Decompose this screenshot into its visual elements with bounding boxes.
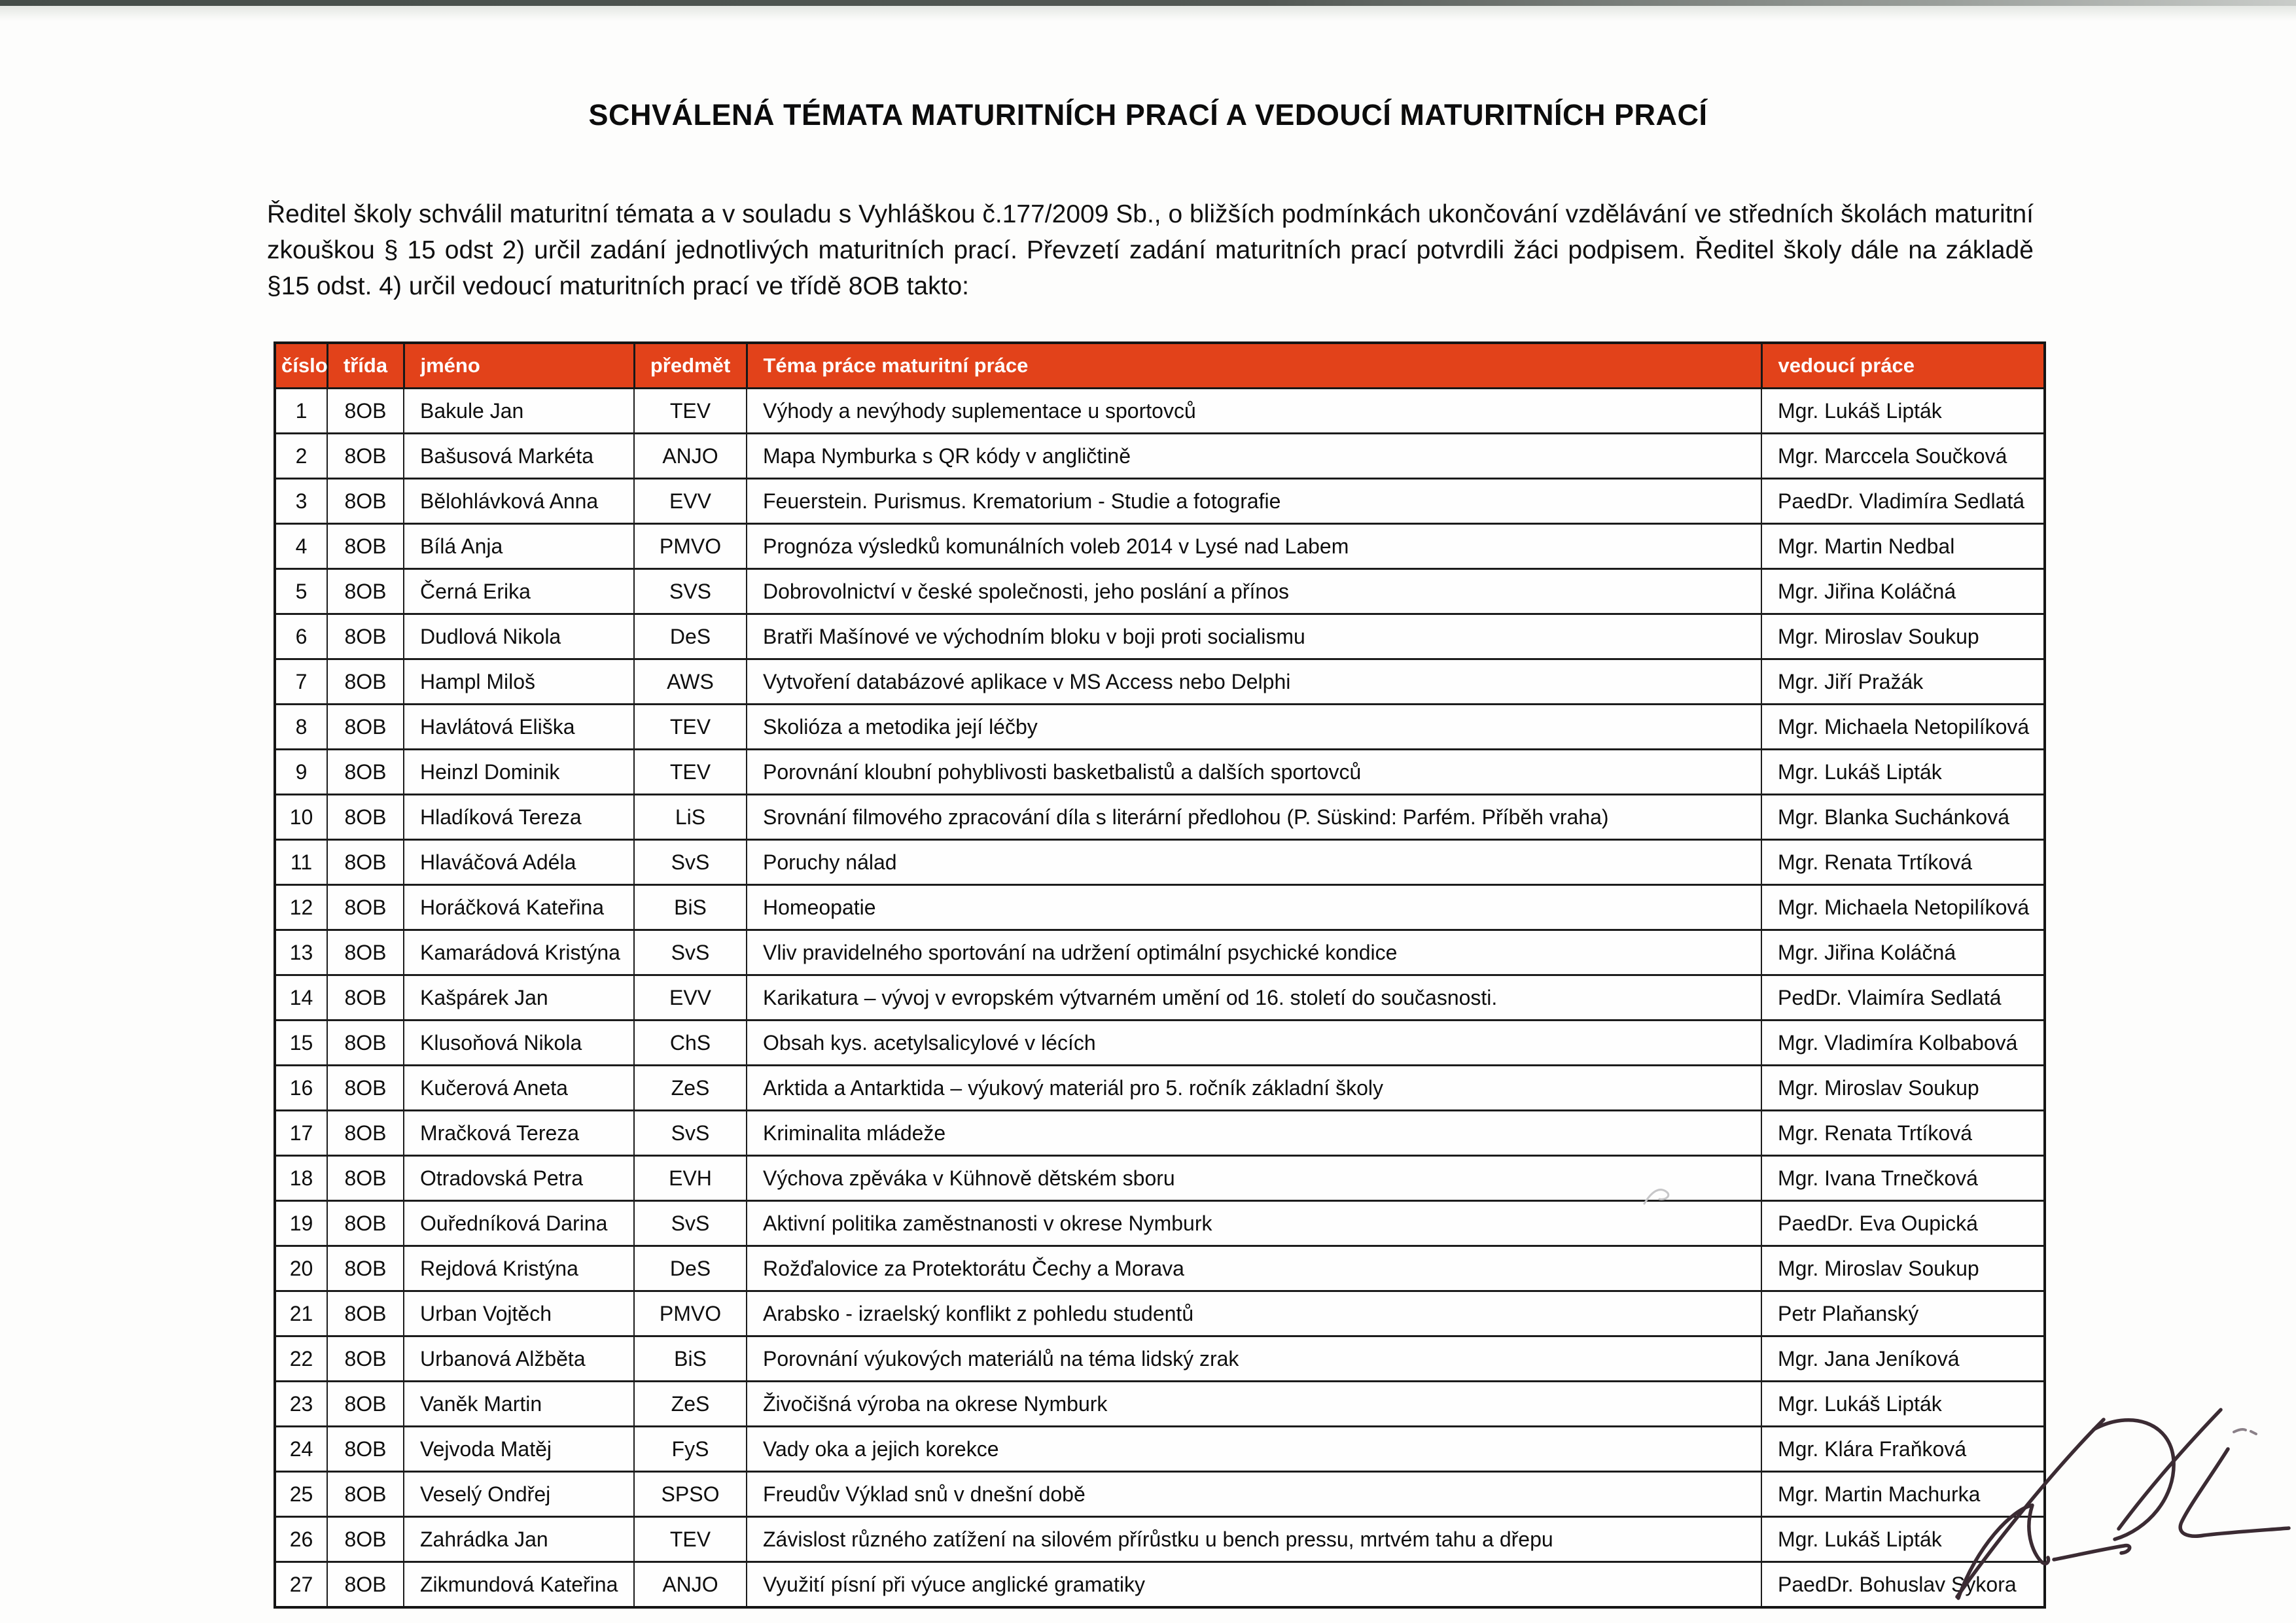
cell-topic: Homeopatie xyxy=(747,885,1761,930)
cell-topic: Skolióza a metodika její léčby xyxy=(747,705,1761,750)
signature-stroke xyxy=(1958,1505,2049,1598)
cell-class: 8OB xyxy=(327,1562,404,1608)
cell-number: 12 xyxy=(275,885,327,930)
cell-supervisor: Mgr. Miroslav Soukup xyxy=(1761,614,2045,659)
cell-student-name: Zikmundová Kateřina xyxy=(404,1562,634,1608)
table-row xyxy=(275,795,2045,840)
topics-table xyxy=(274,341,2046,1609)
cell-class: 8OB xyxy=(327,569,404,614)
column-header-topic: Téma práce maturitní práce xyxy=(747,343,1761,389)
cell-subject: SvS xyxy=(634,1201,747,1246)
cell-supervisor: Mgr. Klára Fraňková xyxy=(1761,1427,2045,1472)
cell-number: 27 xyxy=(275,1562,327,1608)
cell-number: 4 xyxy=(275,524,327,569)
cell-number: 8 xyxy=(275,705,327,750)
cell-supervisor: Mgr. Lukáš Lipták xyxy=(1761,1382,2045,1427)
cell-topic: Rožďalovice za Protektorátu Čechy a Morava xyxy=(747,1246,1761,1291)
cell-supervisor: Mgr. Renata Trtíková xyxy=(1761,1111,2045,1156)
cell-number: 25 xyxy=(275,1472,327,1517)
signature-stroke xyxy=(2054,1546,2130,1560)
cell-topic: Kriminalita mládeže xyxy=(747,1111,1761,1156)
cell-supervisor: Mgr. Lukáš Lipták xyxy=(1761,389,2045,434)
cell-number: 7 xyxy=(275,659,327,705)
scan-edge-dark xyxy=(0,0,2296,6)
cell-student-name: Vejvoda Matěj xyxy=(404,1427,634,1472)
cell-topic: Srovnání filmového zpracování díla s literární předlohou (P. Süskind: Parfém. Příběh vraha) xyxy=(747,795,1761,840)
cell-topic: Arabsko - izraelský konflikt z pohledu studentů xyxy=(747,1291,1761,1336)
cell-number: 6 xyxy=(275,614,327,659)
intro-paragraph: Ředitel školy schválil maturitní témata a v souladu s Vyhláškou č.177/2009 Sb., o bližších podmínkách ukončování vzdělávání ve středních školách maturitní zkouškou § 15 odst 2) určil zadání jednotlivých maturitních prací. Převzetí zadání maturitních prací potvrdili žáci podpisem. Ředitel školy dále na základě §15 odst. 4) určil vedoucí maturitních prací ve třídě 8OB takto: xyxy=(267,200,2034,300)
cell-subject: LiS xyxy=(634,795,747,840)
page-title: SCHVÁLENÁ TÉMATA MATURITNÍCH PRACÍ A VEDOUCÍ MATURITNÍCH PRACÍ xyxy=(588,98,1708,131)
cell-number: 23 xyxy=(275,1382,327,1427)
cell-class: 8OB xyxy=(327,1427,404,1472)
cell-topic: Výhody a nevýhody suplementace u sportovců xyxy=(747,389,1761,434)
cell-class: 8OB xyxy=(327,479,404,524)
cell-class: 8OB xyxy=(327,840,404,885)
cell-student-name: Mračková Tereza xyxy=(404,1111,634,1156)
cell-class: 8OB xyxy=(327,614,404,659)
cell-subject: TEV xyxy=(634,1517,747,1562)
cell-number: 20 xyxy=(275,1246,327,1291)
cell-subject: SvS xyxy=(634,840,747,885)
cell-class: 8OB xyxy=(327,1291,404,1336)
cell-student-name: Vaněk Martin xyxy=(404,1382,634,1427)
cell-topic: Mapa Nymburka s QR kódy v angličtině xyxy=(747,434,1761,479)
scan-edge-light xyxy=(0,6,2296,22)
cell-student-name: Bašusová Markéta xyxy=(404,434,634,479)
cell-subject: DeS xyxy=(634,614,747,659)
cell-subject: SPSO xyxy=(634,1472,747,1517)
cell-class: 8OB xyxy=(327,524,404,569)
cell-topic: Prognóza výsledků komunálních voleb 2014 v Lysé nad Labem xyxy=(747,524,1761,569)
cell-topic: Porovnání kloubní pohyblivosti basketbalistů a dalších sportovců xyxy=(747,750,1761,795)
column-header-class: třída xyxy=(327,343,404,389)
table-row xyxy=(275,479,2045,524)
cell-student-name: Dudlová Nikola xyxy=(404,614,634,659)
cell-subject: ZeS xyxy=(634,1382,747,1427)
cell-student-name: Havlátová Eliška xyxy=(404,705,634,750)
cell-student-name: Heinzl Dominik xyxy=(404,750,634,795)
cell-subject: ANJO xyxy=(634,1562,747,1608)
cell-class: 8OB xyxy=(327,1201,404,1246)
cell-topic: Obsah kys. acetylsalicylové v lécích xyxy=(747,1021,1761,1066)
cell-student-name: Hampl Miloš xyxy=(404,659,634,705)
cell-student-name: Bělohlávková Anna xyxy=(404,479,634,524)
cell-subject: FyS xyxy=(634,1427,747,1472)
table-row xyxy=(275,659,2045,705)
table-header-row xyxy=(275,343,2045,389)
column-header-subject: předmět xyxy=(634,343,747,389)
cell-number: 26 xyxy=(275,1517,327,1562)
cell-supervisor: Mgr. Jiřina Koláčná xyxy=(1761,569,2045,614)
cell-student-name: Bílá Anja xyxy=(404,524,634,569)
cell-number: 18 xyxy=(275,1156,327,1201)
cell-number: 14 xyxy=(275,975,327,1021)
cell-student-name: Kašpárek Jan xyxy=(404,975,634,1021)
cell-supervisor: Mgr. Vladimíra Kolbabová xyxy=(1761,1021,2045,1066)
cell-class: 8OB xyxy=(327,1066,404,1111)
cell-class: 8OB xyxy=(327,1517,404,1562)
table-row xyxy=(275,524,2045,569)
cell-topic: Závislost různého zatížení na silovém přírůstku u bench pressu, mrtvém tahu a dřepu xyxy=(747,1517,1761,1562)
cell-student-name: Hladíková Tereza xyxy=(404,795,634,840)
cell-supervisor: Mgr. Lukáš Lipták xyxy=(1761,1517,2045,1562)
table-row xyxy=(275,389,2045,434)
cell-student-name: Bakule Jan xyxy=(404,389,634,434)
table-row xyxy=(275,569,2045,614)
cell-number: 16 xyxy=(275,1066,327,1111)
cell-topic: Porovnání výukových materiálů na téma lidský zrak xyxy=(747,1336,1761,1382)
column-header-supervisor: vedoucí práce xyxy=(1761,343,2045,389)
cell-subject: EVV xyxy=(634,975,747,1021)
cell-supervisor: Mgr. Lukáš Lipták xyxy=(1761,750,2045,795)
cell-supervisor: Mgr. Martin Nedbal xyxy=(1761,524,2045,569)
cell-class: 8OB xyxy=(327,1111,404,1156)
cell-supervisor: PaedDr. Eva Oupická xyxy=(1761,1201,2045,1246)
cell-class: 8OB xyxy=(327,885,404,930)
cell-topic: Dobrovolnictví v české společnosti, jeho poslání a přínos xyxy=(747,569,1761,614)
cell-topic: Freudův Výklad snů v dnešní době xyxy=(747,1472,1761,1517)
cell-subject: EVH xyxy=(634,1156,747,1201)
cell-subject: TEV xyxy=(634,750,747,795)
cell-supervisor: Mgr. Jana Jeníková xyxy=(1761,1336,2045,1382)
cell-topic: Vady oka a jejich korekce xyxy=(747,1427,1761,1472)
cell-number: 24 xyxy=(275,1427,327,1472)
cell-number: 11 xyxy=(275,840,327,885)
cell-topic: Arktida a Antarktida – výukový materiál pro 5. ročník základní školy xyxy=(747,1066,1761,1111)
cell-class: 8OB xyxy=(327,1382,404,1427)
table-body xyxy=(275,389,2045,1608)
cell-number: 5 xyxy=(275,569,327,614)
cell-student-name: Otradovská Petra xyxy=(404,1156,634,1201)
cell-class: 8OB xyxy=(327,1246,404,1291)
cell-number: 17 xyxy=(275,1111,327,1156)
cell-supervisor: Mgr. Miroslav Soukup xyxy=(1761,1066,2045,1111)
cell-class: 8OB xyxy=(327,434,404,479)
table-row xyxy=(275,930,2045,975)
cell-class: 8OB xyxy=(327,750,404,795)
cell-number: 19 xyxy=(275,1201,327,1246)
cell-topic: Feuerstein. Purismus. Krematorium - Studie a fotografie xyxy=(747,479,1761,524)
table-row xyxy=(275,1246,2045,1291)
cell-class: 8OB xyxy=(327,1021,404,1066)
cell-supervisor: Petr Plaňanský xyxy=(1761,1291,2045,1336)
handwritten-signature xyxy=(1878,1344,2296,1623)
column-header-student-name: jméno xyxy=(404,343,634,389)
cell-topic: Bratři Mašínové ve východním bloku v boji proti socialismu xyxy=(747,614,1761,659)
cell-topic: Karikatura – vývoj v evropském výtvarném umění od 16. století do současnosti. xyxy=(747,975,1761,1021)
table-row xyxy=(275,1156,2045,1201)
signature-stroke xyxy=(2094,1420,2174,1539)
cell-number: 1 xyxy=(275,389,327,434)
cell-subject: AWS xyxy=(634,659,747,705)
cell-student-name: Horáčková Kateřina xyxy=(404,885,634,930)
cell-supervisor: Mgr. Martin Machurka xyxy=(1761,1472,2045,1517)
cell-subject: BiS xyxy=(634,885,747,930)
table-row xyxy=(275,750,2045,795)
cell-class: 8OB xyxy=(327,389,404,434)
signature-stroke xyxy=(2180,1449,2289,1536)
cell-student-name: Urbanová Alžběta xyxy=(404,1336,634,1382)
table-row xyxy=(275,1066,2045,1111)
cell-subject: ANJO xyxy=(634,434,747,479)
table-row xyxy=(275,1472,2045,1517)
table-row xyxy=(275,434,2045,479)
cell-supervisor: Mgr. Jiřina Koláčná xyxy=(1761,930,2045,975)
cell-subject: TEV xyxy=(634,389,747,434)
table-row xyxy=(275,840,2045,885)
cell-student-name: Zahrádka Jan xyxy=(404,1517,634,1562)
cell-class: 8OB xyxy=(327,795,404,840)
cell-subject: ChS xyxy=(634,1021,747,1066)
pencil-stroke xyxy=(1644,1190,1669,1204)
table-row xyxy=(275,1382,2045,1427)
table-row xyxy=(275,885,2045,930)
column-header-number: číslo xyxy=(275,343,327,389)
cell-class: 8OB xyxy=(327,975,404,1021)
cell-subject: EVV xyxy=(634,479,747,524)
table-row xyxy=(275,614,2045,659)
pencil-mark xyxy=(1639,1183,1685,1212)
cell-topic: Aktivní politika zaměstnanosti v okrese Nymburk xyxy=(747,1201,1761,1246)
table-row xyxy=(275,1201,2045,1246)
table-row xyxy=(275,705,2045,750)
cell-subject: PMVO xyxy=(634,524,747,569)
signature-stroke xyxy=(2119,1410,2221,1529)
table-row xyxy=(275,1291,2045,1336)
cell-supervisor: PaedDr. Vladimíra Sedlatá xyxy=(1761,479,2045,524)
cell-subject: DeS xyxy=(634,1246,747,1291)
cell-supervisor: Mgr. Michaela Netopilíková xyxy=(1761,885,2045,930)
cell-class: 8OB xyxy=(327,659,404,705)
cell-topic: Živočišná výroba na okrese Nymburk xyxy=(747,1382,1761,1427)
cell-subject: PMVO xyxy=(634,1291,747,1336)
cell-number: 22 xyxy=(275,1336,327,1382)
cell-student-name: Kučerová Aneta xyxy=(404,1066,634,1111)
cell-topic: Poruchy nálad xyxy=(747,840,1761,885)
table-row xyxy=(275,1336,2045,1382)
cell-topic: Vliv pravidelného sportování na udržení optimální psychické kondice xyxy=(747,930,1761,975)
cell-subject: TEV xyxy=(634,705,747,750)
cell-student-name: Veselý Ondřej xyxy=(404,1472,634,1517)
cell-subject: SvS xyxy=(634,930,747,975)
cell-supervisor: Mgr. Marccela Součková xyxy=(1761,434,2045,479)
cell-number: 15 xyxy=(275,1021,327,1066)
cell-subject: ZeS xyxy=(634,1066,747,1111)
cell-class: 8OB xyxy=(327,1472,404,1517)
cell-subject: SvS xyxy=(634,1111,747,1156)
cell-student-name: Černá Erika xyxy=(404,569,634,614)
cell-student-name: Urban Vojtěch xyxy=(404,1291,634,1336)
cell-student-name: Kamarádová Kristýna xyxy=(404,930,634,975)
cell-supervisor: Mgr. Miroslav Soukup xyxy=(1761,1246,2045,1291)
cell-number: 3 xyxy=(275,479,327,524)
cell-number: 2 xyxy=(275,434,327,479)
signature-stroke xyxy=(2234,1429,2256,1434)
cell-supervisor: PaedDr. Bohuslav Sýkora xyxy=(1761,1562,2045,1608)
cell-subject: SVS xyxy=(634,569,747,614)
table-row xyxy=(275,975,2045,1021)
cell-number: 9 xyxy=(275,750,327,795)
table-row xyxy=(275,1517,2045,1562)
cell-topic: Výchova zpěváka v Kühnově dětském sboru xyxy=(747,1156,1761,1201)
cell-supervisor: Mgr. Blanka Suchánková xyxy=(1761,795,2045,840)
cell-student-name: Hlaváčová Adéla xyxy=(404,840,634,885)
cell-supervisor: PedDr. Vlaimíra Sedlatá xyxy=(1761,975,2045,1021)
cell-topic: Vytvoření databázové aplikace v MS Access nebo Delphi xyxy=(747,659,1761,705)
cell-topic: Využití písní při výuce anglické gramatiky xyxy=(747,1562,1761,1608)
table-row xyxy=(275,1562,2045,1608)
cell-supervisor: Mgr. Michaela Netopilíková xyxy=(1761,705,2045,750)
cell-number: 13 xyxy=(275,930,327,975)
cell-supervisor: Mgr. Renata Trtíková xyxy=(1761,840,2045,885)
table-row xyxy=(275,1111,2045,1156)
cell-subject: BiS xyxy=(634,1336,747,1382)
cell-supervisor: Mgr. Ivana Trnečková xyxy=(1761,1156,2045,1201)
table-row xyxy=(275,1427,2045,1472)
cell-class: 8OB xyxy=(327,705,404,750)
cell-student-name: Klusoňová Nikola xyxy=(404,1021,634,1066)
cell-supervisor: Mgr. Jiří Pražák xyxy=(1761,659,2045,705)
cell-student-name: Rejdová Kristýna xyxy=(404,1246,634,1291)
cell-class: 8OB xyxy=(327,930,404,975)
cell-student-name: Ouředníková Darina xyxy=(404,1201,634,1246)
cell-number: 10 xyxy=(275,795,327,840)
cell-class: 8OB xyxy=(327,1156,404,1201)
table-row xyxy=(275,1021,2045,1066)
cell-class: 8OB xyxy=(327,1336,404,1382)
cell-number: 21 xyxy=(275,1291,327,1336)
